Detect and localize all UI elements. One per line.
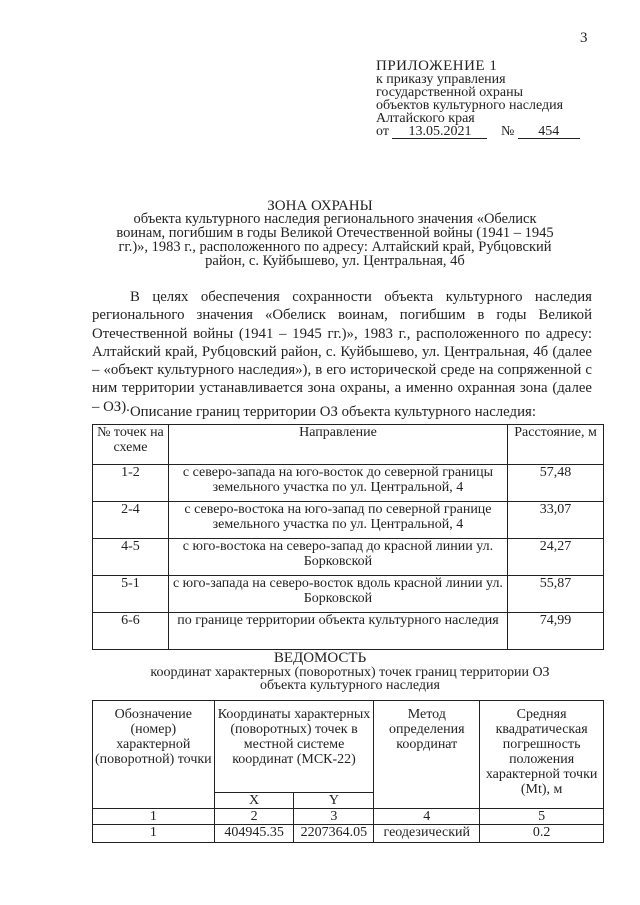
coordinates-table bbox=[92, 700, 604, 843]
table1-direction: с юго-востока на северо-запад до красной линии ул. Борковской bbox=[168, 539, 507, 576]
table2-header-error: Средняя квадратическая погрешность положения характерной точки (Mt), м bbox=[480, 701, 604, 809]
table2-colnum: 1 bbox=[93, 809, 215, 825]
table2-header-coordinates: Координаты характерных (поворотных) точек в местной системе координат (МСК-22) bbox=[214, 701, 374, 793]
zone-title: ЗОНА ОХРАНЫ bbox=[267, 198, 373, 214]
table1-caption: Описание границ территории ОЗ объекта культурного наследия: bbox=[130, 404, 536, 420]
table2-header-method: Метод определения координат bbox=[374, 701, 480, 809]
table-row bbox=[93, 809, 604, 825]
body-paragraph bbox=[92, 288, 592, 416]
table2-method: геодезический bbox=[374, 825, 480, 843]
table-row bbox=[93, 576, 604, 613]
table2-header-designation: Обозначение (номер) характерной (поворотной) точки bbox=[93, 701, 215, 809]
appendix-date: 13.05.2021 bbox=[392, 125, 487, 139]
vedomost-subtitle: координат характерных (поворотных) точек границ территории ОЗ объекта культурного наследия bbox=[150, 665, 550, 693]
appendix-line: Алтайского края bbox=[376, 111, 475, 126]
appendix-date-line bbox=[376, 125, 606, 139]
table1-distance: 55,87 bbox=[508, 576, 604, 613]
body-paragraph-text: В целях обеспечения сохранности объекта культурного наследия регионального значения «Обелиск воинам, погибшим в годы Великой Отечественной войны (1941 – 1945 гг.)», 1983 г., расположенного по адресу: Алтайский край, Рубцовский район, с. Куйбышево, ул. Центральная, 4б (далее – «объект культурного наследия»), в его исторической среде на сопряженной с ним территории устанавливается зона охраны, а именно охранная зона (далее – ОЗ). bbox=[92, 289, 592, 415]
table-row bbox=[93, 613, 604, 650]
table1-direction: с северо-запада на юго-восток до северной границы земельного участка по ул. Центральной, 4 bbox=[168, 465, 507, 502]
table2-colnum: 2 bbox=[214, 809, 294, 825]
table-row bbox=[93, 825, 604, 843]
table2-point: 1 bbox=[93, 825, 215, 843]
table1-points: 4-5 bbox=[93, 539, 169, 576]
table1-direction: с юго-запада на северо-восток вдоль красной линии ул. Борковской bbox=[168, 576, 507, 613]
table2-y: 2207364.05 bbox=[294, 825, 374, 843]
table1-direction: по границе территории объекта культурного наследия bbox=[168, 613, 507, 650]
appendix-from-label: от bbox=[376, 124, 389, 139]
table1-points: 5-1 bbox=[93, 576, 169, 613]
table1-points: 2-4 bbox=[93, 502, 169, 539]
table1-distance: 24,27 bbox=[508, 539, 604, 576]
appendix-line: к приказу управления bbox=[376, 72, 506, 87]
table1-distance: 33,07 bbox=[508, 502, 604, 539]
table2-header-x: X bbox=[214, 793, 294, 809]
table1-distance: 74,99 bbox=[508, 613, 604, 650]
table2-x: 404945.35 bbox=[214, 825, 294, 843]
appendix-block bbox=[376, 60, 606, 139]
vedomost-title: ВЕДОМОСТЬ bbox=[273, 650, 367, 666]
boundaries-table bbox=[92, 424, 604, 650]
appendix-number-label: № bbox=[500, 124, 515, 139]
table1-header-direction: Направление bbox=[168, 425, 507, 465]
table2-colnum: 5 bbox=[480, 809, 604, 825]
table2-colnum: 4 bbox=[374, 809, 480, 825]
table-row bbox=[93, 502, 604, 539]
appendix-line: объектов культурного наследия bbox=[376, 98, 564, 113]
table1-points: 1-2 bbox=[93, 465, 169, 502]
appendix-line: государственной охраны bbox=[376, 85, 524, 100]
table-row bbox=[93, 539, 604, 576]
table-row bbox=[93, 465, 604, 502]
table1-points: 6-6 bbox=[93, 613, 169, 650]
appendix-number: 454 bbox=[518, 125, 580, 139]
table2-colnum: 3 bbox=[294, 809, 374, 825]
table1-direction: с северо-востока на юго-запад по северной границе земельного участка по ул. Центральной, 4 bbox=[168, 502, 507, 539]
table2-error: 0.2 bbox=[480, 825, 604, 843]
page-number: 3 bbox=[580, 30, 588, 46]
table2-header-y: Y bbox=[294, 793, 374, 809]
table1-header-points: № точек на схеме bbox=[93, 425, 169, 465]
zone-subtitle: объекта культурного наследия регионального значения «Обелиск воинам, погибшим в годы Великой Отечественной войны (1941 – 1945 гг.)», 1983 г., расположенного по адресу: Алтайский край, Рубцовский район, с. Куйбышево, ул. Центральная, 4б bbox=[116, 211, 554, 269]
table1-header-distance: Расстояние, м bbox=[508, 425, 604, 465]
table1-distance: 57,48 bbox=[508, 465, 604, 502]
appendix-title: ПРИЛОЖЕНИЕ 1 bbox=[376, 58, 498, 74]
